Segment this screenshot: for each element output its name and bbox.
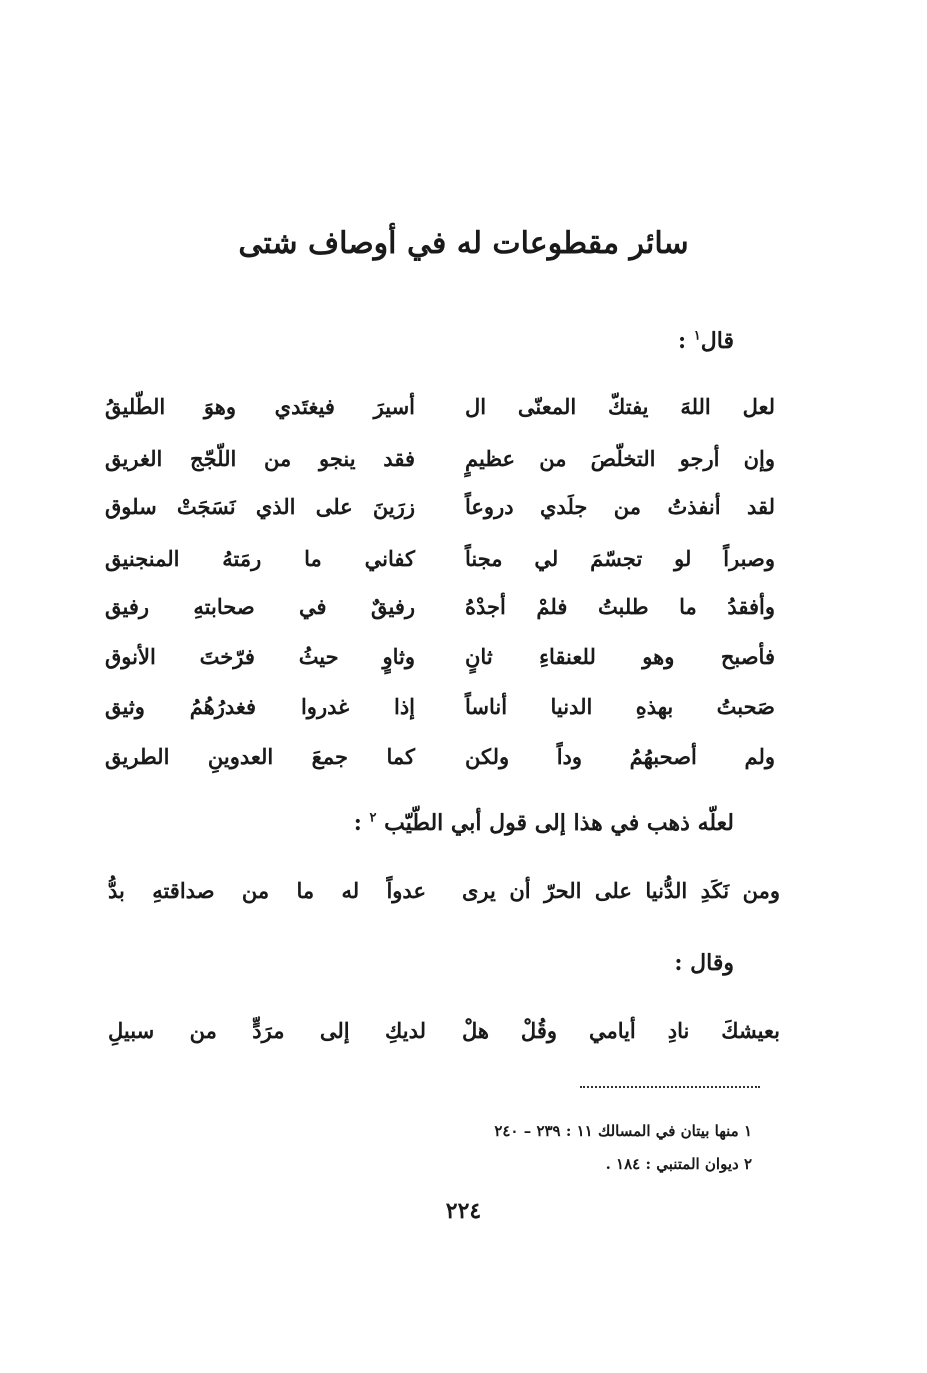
second-hemistich: عدواً له ما من صداقتهِ بدُّ [108, 877, 426, 903]
second-hemistich: زرَينَ على الذي نَسَجَتْ سلوق [105, 493, 415, 519]
poem1-intro-text: قال [700, 328, 734, 354]
first-hemistich: صَحبتُ بهذهِ الدنيا أناساً [465, 693, 775, 719]
second-hemistich: أسيرَ فيغتَدي وهوَ الطّليقُ [105, 393, 415, 419]
verse [105, 438, 775, 478]
second-hemistich: وثاوٍ حيثُ فرّختَ الأنوق [105, 643, 415, 669]
poem1-intro-colon: : [678, 328, 687, 354]
page-title: سائر مقطوعات له في أوصاف شتى [238, 226, 689, 261]
verse [108, 870, 780, 910]
first-hemistich: لقد أنفذتُ من جلَدي دروعاً [465, 493, 775, 519]
verse [108, 1010, 780, 1050]
second-hemistich: كفاني ما رمَتهُ المنجنيق [105, 545, 415, 571]
verse [105, 686, 775, 726]
first-hemistich: ومن نَكَدِ الدُّنيا على الحرّ أن يرى [462, 877, 780, 903]
verse [105, 386, 775, 426]
first-hemistich: ولم أصحبهُمُ وداً ولكن [465, 743, 775, 769]
poem2-intro [354, 810, 734, 836]
footnote-1: ١ منها بيتان في المسالك ١١ : ٢٣٩ – ٢٤٠ [494, 1122, 752, 1140]
first-hemistich: وصبراً لو تجسّمَ لي مجناً [465, 545, 775, 571]
verse [105, 636, 775, 676]
footnote-marker-1: ١ [693, 328, 701, 344]
first-hemistich: وإن أرجو التخلّصَ من عظيمٍ [465, 445, 775, 471]
verse [105, 538, 775, 578]
first-hemistich: فأصبح وهو للعنقاءِ ثانٍ [465, 643, 775, 669]
first-hemistich: لعل اللهَ يفتكّ المعنّى ال [465, 393, 775, 419]
verse [105, 586, 775, 626]
second-hemistich: إذا غدروا فغدرُهُمُ وثيق [105, 693, 415, 719]
second-hemistich: لديكِ إلى مرَدٍّ من سبيلِ [108, 1017, 426, 1043]
footnote-separator [580, 1086, 760, 1088]
first-hemistich: وأفقدُ ما طلبتُ فلمْ أجدْهُ [465, 593, 775, 619]
second-hemistich: فقد ينجو من اللّجّج الغريق [105, 445, 415, 471]
verse [105, 486, 775, 526]
second-hemistich: رفيقٌ في صحابتهِ رفيق [105, 593, 415, 619]
poem2-intro-text: لعلّه ذهب في هذا إلى قول أبي الطّيّب [384, 810, 734, 836]
footnote-marker-2: ٢ [369, 810, 377, 826]
poem1-intro [678, 328, 734, 354]
poem2-intro-colon: : [353, 810, 362, 836]
page-number: ٢٢٤ [445, 1198, 482, 1224]
verse [105, 736, 775, 776]
footnote-2: ٢ ديوان المتنبي : ١٨٤ . [605, 1155, 752, 1173]
poem3-intro: وقال : [674, 950, 734, 976]
second-hemistich: كما جمعَ العدوينِ الطريق [105, 743, 415, 769]
first-hemistich: بعيشكَ نادِ أيامي وقُلْ هلْ [462, 1017, 780, 1043]
